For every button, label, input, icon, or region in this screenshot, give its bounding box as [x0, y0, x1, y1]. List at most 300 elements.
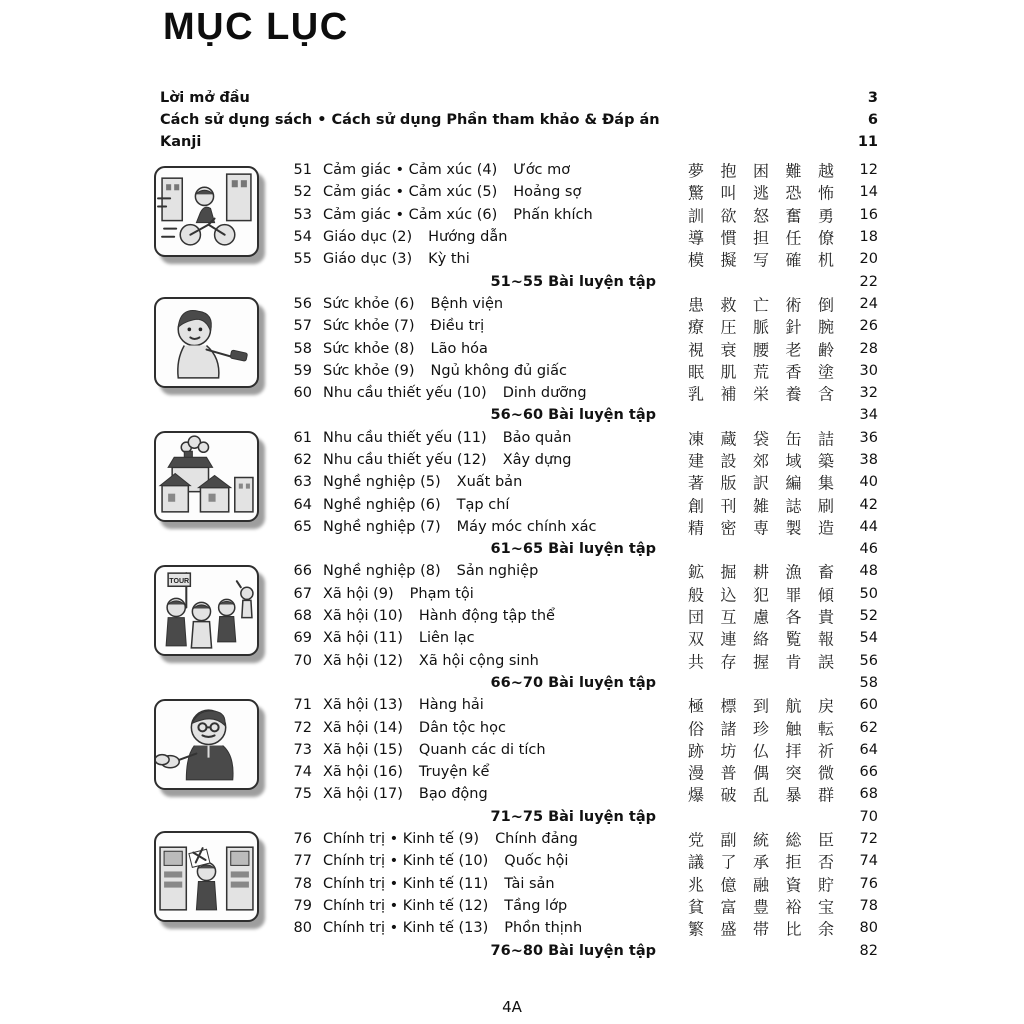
- kanji-list: [688, 582, 834, 605]
- intro-label: Kanji: [160, 134, 202, 150]
- intro-page-number: 11: [857, 134, 878, 150]
- lesson-topic: Tạp chí: [456, 496, 510, 513]
- lesson-title: [323, 519, 596, 535]
- kanji-char: 兆: [688, 875, 705, 895]
- kanji-char: 裕: [785, 897, 802, 917]
- lesson-page-number: 18: [859, 229, 878, 246]
- kanji-char: 拝: [785, 741, 802, 761]
- kanji-char: 畜: [817, 562, 834, 582]
- kanji-char: 暴: [785, 785, 802, 805]
- kanji-char: 普: [720, 763, 737, 783]
- lesson-category: Chính trị • Kinh tế (10): [323, 853, 489, 870]
- kanji-char: 難: [785, 161, 802, 181]
- folio-page-label: 4A: [502, 998, 522, 1016]
- practice-label: 51~55 Bài luyện tập: [490, 273, 656, 290]
- intro-page-number: 3: [867, 90, 878, 106]
- kanji-list: [688, 226, 834, 249]
- lesson-page-number: 76: [859, 875, 878, 892]
- lesson-row: [160, 716, 878, 738]
- lesson-row: [160, 315, 878, 337]
- lesson-page-number: 14: [859, 184, 878, 201]
- lesson-title: [323, 207, 593, 223]
- lesson-topic: Hướng dẫn: [428, 229, 508, 246]
- kanji-char: 慮: [752, 607, 769, 627]
- lesson-number: 55: [293, 251, 312, 268]
- lesson-topic: Xuất bản: [456, 474, 523, 491]
- lesson-category: Xã hội (9): [323, 585, 394, 602]
- lesson-row: [160, 204, 878, 226]
- kanji-char: 叫: [720, 183, 737, 203]
- practice-label: 61~65 Bài luyện tập: [490, 541, 656, 558]
- lesson-topic: Hành động tập thể: [418, 608, 555, 625]
- lesson-topic: Phạm tội: [409, 585, 474, 602]
- lesson-row: [160, 382, 878, 404]
- kanji-char: 導: [688, 228, 705, 248]
- kanji-char: 編: [785, 473, 802, 493]
- lesson-topic: Quốc hội: [504, 853, 569, 870]
- lesson-page-number: 68: [859, 786, 878, 803]
- lesson-number: 65: [293, 518, 312, 535]
- kanji-char: 老: [785, 340, 802, 360]
- kanji-char: 跡: [688, 741, 705, 761]
- lesson-number: 74: [293, 764, 312, 781]
- lesson-title: [323, 452, 572, 468]
- lesson-category: Chính trị • Kinh tế (9): [323, 831, 480, 848]
- lesson-title: [323, 184, 581, 200]
- lesson-title: [323, 229, 507, 245]
- lesson-page-number: 80: [859, 920, 878, 937]
- lesson-title: [323, 563, 538, 579]
- kanji-list: [688, 292, 834, 315]
- practice-row: [160, 538, 878, 560]
- lesson-row: [160, 226, 878, 248]
- kanji-list: [688, 872, 834, 895]
- kanji-list: [688, 738, 834, 761]
- kanji-char: 精: [688, 518, 705, 538]
- lesson-category: Sức khỏe (7): [323, 318, 415, 335]
- lesson-title: [323, 430, 571, 446]
- lesson-row: [160, 560, 878, 582]
- kanji-char: 専: [752, 518, 769, 538]
- kanji-char: 抱: [720, 161, 737, 181]
- lesson-number: 51: [293, 162, 312, 179]
- lesson-title: [323, 251, 470, 267]
- kanji-char: 存: [720, 652, 737, 672]
- lesson-category: Giáo dục (2): [323, 229, 413, 246]
- kanji-list: [688, 917, 834, 940]
- lesson-row: [160, 471, 878, 493]
- lesson-topic: Chính đảng: [495, 831, 578, 848]
- kanji-list: [688, 627, 834, 650]
- lesson-row: [160, 493, 878, 515]
- lesson-category: Xã hội (17): [323, 786, 403, 803]
- kanji-char: 版: [720, 473, 737, 493]
- lesson-number: 56: [293, 295, 312, 312]
- practice-label: 56~60 Bài luyện tập: [490, 407, 656, 424]
- kanji-list: [688, 426, 834, 449]
- practice-page-number: 22: [859, 273, 878, 290]
- kanji-char: 密: [720, 518, 737, 538]
- lesson-number: 58: [293, 340, 312, 357]
- lesson-number: 75: [293, 786, 312, 803]
- lesson-topic: Quanh các di tích: [418, 741, 546, 758]
- lesson-page-number: 66: [859, 764, 878, 781]
- kanji-list: [688, 560, 834, 583]
- lesson-title: [323, 876, 555, 892]
- lesson-row: [160, 650, 878, 672]
- lesson-row: [160, 761, 878, 783]
- kanji-char: 欲: [720, 206, 737, 226]
- lesson-category: Xã hội (11): [323, 630, 403, 647]
- kanji-char: 各: [785, 607, 802, 627]
- kanji-list: [688, 337, 834, 360]
- lesson-number: 61: [293, 429, 312, 446]
- lesson-category: Xã hội (16): [323, 764, 403, 781]
- practice-page-number: 70: [859, 808, 878, 825]
- lesson-title: [323, 853, 568, 869]
- kanji-char: 珍: [752, 719, 769, 739]
- kanji-char: 袋: [752, 429, 769, 449]
- kanji-char: 養: [785, 384, 802, 404]
- lesson-category: Nghề nghiệp (6): [323, 496, 441, 513]
- kanji-char: 突: [785, 763, 802, 783]
- kanji-char: 造: [817, 518, 834, 538]
- lesson-title: [323, 653, 539, 669]
- intro-item: [160, 90, 878, 112]
- kanji-char: 驚: [688, 183, 705, 203]
- lesson-page-number: 12: [859, 162, 878, 179]
- kanji-char: 般: [688, 585, 705, 605]
- lesson-row: [160, 850, 878, 872]
- lesson-row: [160, 293, 878, 315]
- kanji-char: 了: [720, 852, 737, 872]
- kanji-char: 奮: [785, 206, 802, 226]
- kanji-char: 航: [785, 696, 802, 716]
- lesson-number: 54: [293, 229, 312, 246]
- lesson-topic: Phấn khích: [513, 206, 593, 223]
- kanji-char: 越: [817, 161, 834, 181]
- kanji-char: 怒: [752, 206, 769, 226]
- lesson-row: [160, 694, 878, 716]
- lesson-topic: Tài sản: [504, 875, 555, 892]
- kanji-char: 副: [720, 830, 737, 850]
- lesson-topic: Phồn thịnh: [504, 920, 583, 937]
- lesson-row: [160, 427, 878, 449]
- lesson-number: 77: [293, 853, 312, 870]
- lesson-page-number: 40: [859, 474, 878, 491]
- lesson-page-number: 64: [859, 741, 878, 758]
- kanji-char: 覧: [785, 629, 802, 649]
- kanji-char: 缶: [785, 429, 802, 449]
- kanji-char: 互: [720, 607, 737, 627]
- page-title: MỤC LỤC: [163, 6, 349, 48]
- lesson-row: [160, 159, 878, 181]
- lesson-title: [323, 764, 489, 780]
- lesson-row: [160, 917, 878, 939]
- lesson-page-number: 36: [859, 429, 878, 446]
- lesson-category: Cảm giác • Cảm xúc (5): [323, 184, 498, 201]
- lesson-topic: Máy móc chính xác: [456, 518, 597, 535]
- lesson-page-number: 74: [859, 853, 878, 870]
- lesson-topic: Hàng hải: [418, 697, 484, 714]
- lesson-page-number: 54: [859, 630, 878, 647]
- lesson-topic: Xã hội cộng sinh: [418, 652, 539, 669]
- lesson-topic: Sản nghiệp: [456, 563, 539, 580]
- kanji-char: 込: [720, 585, 737, 605]
- kanji-char: 訓: [688, 206, 705, 226]
- lesson-title: [323, 697, 484, 713]
- kanji-char: 鉱: [688, 562, 705, 582]
- practice-row: [160, 806, 878, 828]
- kanji-list: [688, 493, 834, 516]
- lesson-number: 79: [293, 897, 312, 914]
- practice-page-number: 58: [859, 674, 878, 691]
- lesson-number: 80: [293, 920, 312, 937]
- lesson-title: [323, 318, 484, 334]
- lesson-number: 53: [293, 206, 312, 223]
- kanji-char: 誌: [785, 496, 802, 516]
- kanji-char: 漁: [785, 562, 802, 582]
- kanji-char: 眠: [688, 362, 705, 382]
- intro-page-number: 6: [867, 112, 878, 128]
- kanji-char: 戻: [817, 696, 834, 716]
- lesson-number: 73: [293, 741, 312, 758]
- lesson-number: 69: [293, 630, 312, 647]
- lesson-number: 52: [293, 184, 312, 201]
- kanji-char: 蔵: [720, 429, 737, 449]
- lesson-row: [160, 248, 878, 270]
- kanji-char: 凍: [688, 429, 705, 449]
- kanji-char: 勇: [817, 206, 834, 226]
- kanji-char: 脈: [752, 317, 769, 337]
- lesson-row: [160, 739, 878, 761]
- lesson-title: [323, 831, 578, 847]
- lesson-title: [323, 497, 509, 513]
- lesson-row: [160, 583, 878, 605]
- lesson-row: [160, 895, 878, 917]
- kanji-char: 融: [752, 875, 769, 895]
- kanji-char: 罪: [785, 585, 802, 605]
- kanji-char: 絡: [752, 629, 769, 649]
- lesson-number: 70: [293, 652, 312, 669]
- lesson-title: [323, 341, 488, 357]
- kanji-char: 腰: [752, 340, 769, 360]
- kanji-char: 製: [785, 518, 802, 538]
- practice-row: [160, 939, 878, 961]
- lesson-category: Nghề nghiệp (8): [323, 563, 441, 580]
- lesson-page-number: 62: [859, 719, 878, 736]
- kanji-list: [688, 761, 834, 784]
- lesson-page-number: 52: [859, 608, 878, 625]
- kanji-char: 亡: [752, 295, 769, 315]
- kanji-char: 集: [817, 473, 834, 493]
- lesson-category: Nhu cầu thiết yếu (10): [323, 385, 487, 402]
- lesson-title: [323, 786, 488, 802]
- kanji-char: 貯: [817, 875, 834, 895]
- practice-page-number: 82: [859, 942, 878, 959]
- kanji-char: 臣: [817, 830, 834, 850]
- kanji-char: 刊: [720, 496, 737, 516]
- lesson-title: [323, 898, 567, 914]
- practice-label: 71~75 Bài luyện tập: [490, 808, 656, 825]
- lesson-topic: Bệnh viện: [430, 295, 504, 312]
- kanji-char: 築: [817, 451, 834, 471]
- lesson-category: Sức khỏe (9): [323, 362, 415, 379]
- kanji-char: 設: [720, 451, 737, 471]
- kanji-list: [688, 694, 834, 717]
- practice-page-number: 46: [859, 541, 878, 558]
- kanji-char: 逃: [752, 183, 769, 203]
- kanji-char: 握: [752, 652, 769, 672]
- kanji-char: 栄: [752, 384, 769, 404]
- kanji-char: 漫: [688, 763, 705, 783]
- lesson-category: Cảm giác • Cảm xúc (6): [323, 206, 498, 223]
- lesson-number: 68: [293, 608, 312, 625]
- kanji-char: 群: [817, 785, 834, 805]
- kanji-char: 怖: [817, 183, 834, 203]
- lesson-page-number: 26: [859, 318, 878, 335]
- lesson-row: [160, 449, 878, 471]
- kanji-char: 慣: [720, 228, 737, 248]
- intro-item: [160, 134, 878, 156]
- kanji-char: 統: [752, 830, 769, 850]
- lesson-category: Xã hội (15): [323, 741, 403, 758]
- kanji-char: 報: [817, 629, 834, 649]
- kanji-char: 帯: [752, 919, 769, 939]
- kanji-char: 訳: [752, 473, 769, 493]
- kanji-char: 議: [688, 852, 705, 872]
- kanji-char: 困: [752, 161, 769, 181]
- kanji-list: [688, 515, 834, 538]
- lesson-row: [160, 360, 878, 382]
- kanji-char: 祈: [817, 741, 834, 761]
- kanji-char: 比: [785, 919, 802, 939]
- lesson-number: 57: [293, 318, 312, 335]
- kanji-char: 腕: [817, 317, 834, 337]
- kanji-char: 諸: [720, 719, 737, 739]
- kanji-char: 団: [688, 607, 705, 627]
- practice-row: [160, 404, 878, 426]
- lesson-topic: Hoảng sợ: [513, 184, 582, 201]
- kanji-char: 倒: [817, 295, 834, 315]
- kanji-list: [688, 315, 834, 338]
- lesson-page-number: 56: [859, 652, 878, 669]
- lesson-category: Chính trị • Kinh tế (12): [323, 897, 489, 914]
- kanji-char: 乳: [688, 384, 705, 404]
- lesson-title: [323, 363, 567, 379]
- kanji-char: 写: [752, 250, 769, 270]
- kanji-char: 著: [688, 473, 705, 493]
- kanji-list: [688, 783, 834, 806]
- kanji-list: [688, 605, 834, 628]
- practice-label: 66~70 Bài luyện tập: [490, 674, 656, 691]
- practice-row: [160, 270, 878, 292]
- lesson-category: Nhu cầu thiết yếu (12): [323, 452, 487, 468]
- kanji-list: [688, 828, 834, 851]
- kanji-char: 塗: [817, 362, 834, 382]
- kanji-char: 僚: [817, 228, 834, 248]
- kanji-char: 繁: [688, 919, 705, 939]
- lesson-page-number: 50: [859, 585, 878, 602]
- lesson-category: Xã hội (13): [323, 697, 403, 714]
- kanji-char: 模: [688, 250, 705, 270]
- lesson-page-number: 28: [859, 340, 878, 357]
- kanji-char: 盛: [720, 919, 737, 939]
- lesson-number: 63: [293, 474, 312, 491]
- kanji-list: [688, 850, 834, 873]
- kanji-char: 恐: [785, 183, 802, 203]
- lesson-number: 62: [293, 452, 312, 468]
- kanji-char: 転: [817, 719, 834, 739]
- lesson-number: 78: [293, 875, 312, 892]
- lesson-topic: Liên lạc: [418, 630, 475, 647]
- kanji-char: 双: [688, 629, 705, 649]
- lesson-title: [323, 474, 522, 490]
- kanji-char: 貴: [817, 607, 834, 627]
- kanji-char: 富: [720, 897, 737, 917]
- lesson-category: Nhu cầu thiết yếu (11): [323, 429, 487, 446]
- kanji-char: 刷: [817, 496, 834, 516]
- kanji-char: 余: [817, 919, 834, 939]
- lesson-category: Cảm giác • Cảm xúc (4): [323, 162, 498, 179]
- kanji-list: [688, 359, 834, 382]
- kanji-char: 含: [817, 384, 834, 404]
- kanji-char: 豊: [752, 897, 769, 917]
- lesson-topic: Kỳ thi: [428, 251, 470, 268]
- lesson-title: [323, 162, 570, 178]
- kanji-char: 標: [720, 696, 737, 716]
- lesson-page-number: 32: [859, 385, 878, 402]
- practice-row: [160, 672, 878, 694]
- kanji-list: [688, 248, 834, 271]
- lesson-number: 72: [293, 719, 312, 736]
- kanji-char: 爆: [688, 785, 705, 805]
- lesson-category: Nghề nghiệp (7): [323, 518, 441, 535]
- lesson-category: Sức khỏe (8): [323, 340, 415, 357]
- lesson-title: [323, 742, 546, 758]
- kanji-char: 億: [720, 875, 737, 895]
- kanji-char: 到: [752, 696, 769, 716]
- kanji-char: 偶: [752, 763, 769, 783]
- lesson-page-number: 72: [859, 831, 878, 848]
- kanji-char: 域: [785, 451, 802, 471]
- lesson-row: [160, 627, 878, 649]
- lesson-number: 67: [293, 585, 312, 602]
- kanji-char: 肌: [720, 362, 737, 382]
- lesson-number: 64: [293, 496, 312, 513]
- kanji-char: 夢: [688, 161, 705, 181]
- kanji-char: 建: [688, 451, 705, 471]
- kanji-char: 郊: [752, 451, 769, 471]
- lesson-row: [160, 873, 878, 895]
- kanji-char: 乱: [752, 785, 769, 805]
- lesson-page-number: 20: [859, 251, 878, 268]
- kanji-char: 微: [817, 763, 834, 783]
- practice-label: 76~80 Bài luyện tập: [490, 942, 656, 959]
- kanji-char: 補: [720, 384, 737, 404]
- lesson-title: [323, 385, 587, 401]
- lesson-page-number: 16: [859, 206, 878, 223]
- lesson-page-number: 60: [859, 697, 878, 714]
- lesson-topic: Bạo động: [418, 786, 488, 803]
- kanji-char: 誤: [817, 652, 834, 672]
- lesson-row: [160, 337, 878, 359]
- kanji-char: 党: [688, 830, 705, 850]
- kanji-char: 荒: [752, 362, 769, 382]
- kanji-char: 担: [752, 228, 769, 248]
- kanji-char: 療: [688, 317, 705, 337]
- lesson-title: [323, 608, 555, 624]
